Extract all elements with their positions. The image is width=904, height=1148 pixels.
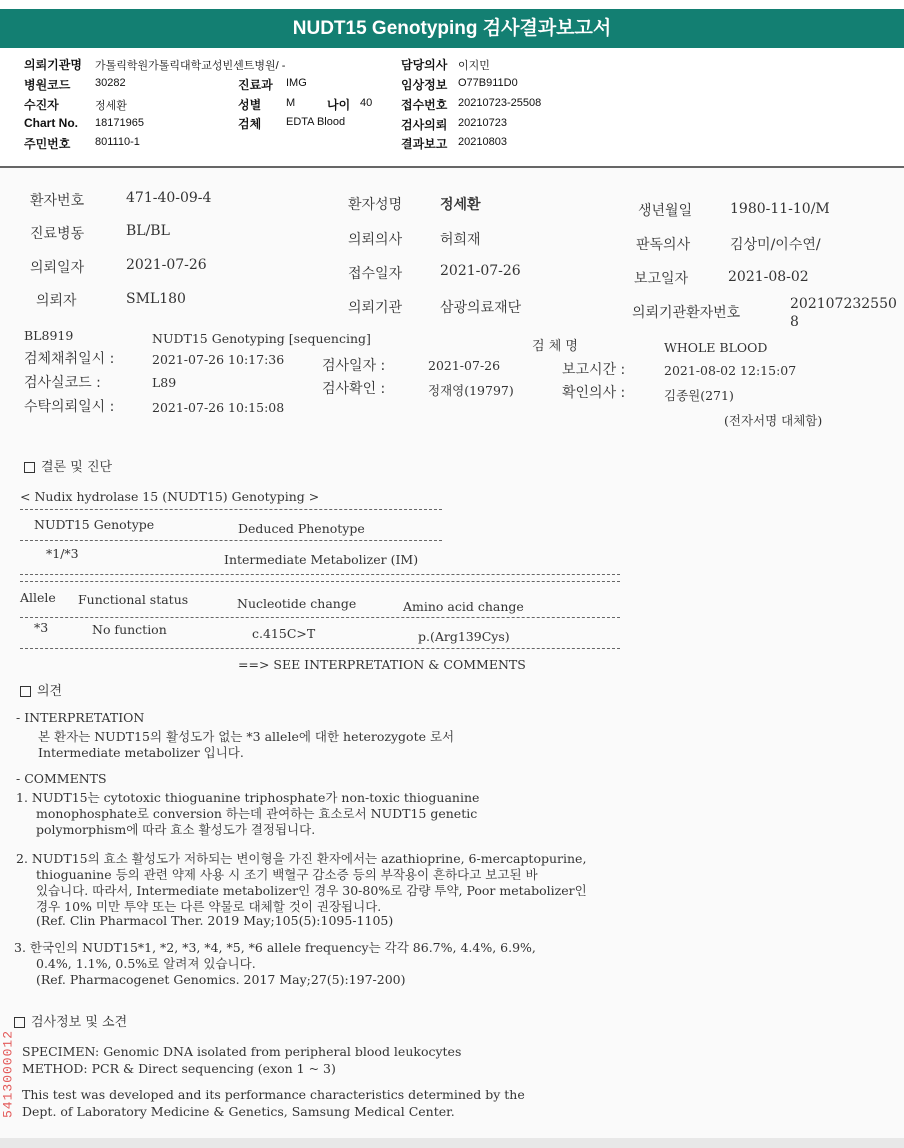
nucleotide-change-header: Nucleotide change [237,596,357,611]
disclaimer-line: This test was developed and its performance characteristics determined by the [22,1087,525,1102]
test-request-value: 20210723 [458,117,507,129]
resident-no-label: 주민번호 [24,137,71,151]
name-label: 환자성명 [348,197,403,213]
comment2-line: 2. NUDT15의 효소 활성도가 저하되는 변이형을 가진 환자에서는 azathioprine, 6-mercaptopurine, [16,851,587,866]
section-square-icon [24,462,35,473]
lab-code-value: L89 [152,375,177,390]
clinical-info-value: O77B911D0 [458,77,518,89]
reading-doctor-label: 판독의사 [636,237,691,253]
comments-title: - COMMENTS [16,771,107,786]
comment2-line: 경우 10% 미만 투약 또는 다른 약물로 대체할 것이 권장됩니다. [36,899,382,914]
result-report-value: 20210803 [458,136,507,148]
receipt-no-value: 20210723-25508 [458,97,542,109]
table-divider [20,617,620,618]
amino-acid-change-header: Amino acid change [403,599,524,614]
specimen-line: SPECIMEN: Genomic DNA isolated from peripheral blood leukocytes [22,1044,462,1059]
resident-no-value: 801110-1 [95,136,140,148]
allele-value: *3 [34,620,49,635]
recipient-label: 수진자 [24,98,59,112]
hospital-value: 가톨릭학원가톨릭대학교성빈센트병원/ - [95,60,286,72]
collection-value: 2021-07-26 10:17:36 [152,352,285,367]
phenotype-header: Deduced Phenotype [238,521,365,536]
nucleotide-change-value: c.415C>T [252,626,316,641]
test-confirm-value: 정재영(19797) [428,383,514,398]
org-patient-no-value-line2: 8 [790,314,799,330]
reading-doctor-value: 김상미/이수연/ [730,237,821,253]
sex-value: M [286,97,296,109]
age-value: 40 [360,97,373,109]
table-divider [20,648,620,649]
genotype-value: *1/*3 [46,546,79,561]
comment1-line: polymorphism에 따라 효소 활성도가 결정됩니다. [36,822,316,837]
opinion-heading [20,680,62,699]
confirm-doctor-label: 확인의사 : [562,385,626,401]
comment3-ref: (Ref. Pharmacogenet Genomics. 2017 May;27(5):197-200) [36,972,406,987]
report-date-value: 2021-08-02 [728,269,809,285]
test-request-label: 검사의뢰 [401,118,448,132]
functional-status-value: No function [92,622,167,637]
signature-note: (전자서명 대체함) [724,413,823,428]
header-info [0,48,904,166]
comment2-line: 있습니다. 따라서, Intermediate metabolizer인 경우 30-80%로 감량 투약, Poor metabolizer인 [36,883,587,898]
comment1-line: 1. NUDT15는 cytotoxic thioguanine triphosphate가 non-toxic thioguanine [16,790,480,805]
scanned-report [0,168,904,1148]
clinical-info-label: 임상정보 [401,78,448,92]
receipt-time-value: 2021-07-26 10:15:08 [152,400,285,415]
comment1-line: monophosphate로 conversion 하는데 관여하는 효소로서 NUDT15 genetic [36,806,478,821]
requesting-org-value: 삼광의료재단 [440,300,522,316]
functional-status-header: Functional status [78,592,189,607]
hospital-label: 의뢰기관명 [24,58,82,72]
table-divider [20,540,442,541]
department-value: IMG [286,77,307,89]
test-info-heading [14,1011,127,1030]
test-date-value: 2021-07-26 [428,358,501,373]
bottom-strip [0,1138,904,1148]
org-patient-no-label: 의뢰기관환자번호 [632,305,741,321]
request-date-label: 의뢰일자 [30,260,85,276]
side-barcode [1,1010,17,1138]
org-patient-no-value-line1: 202107232550 [790,296,897,312]
doctor-label: 담당의사 [401,58,448,72]
comment3-line: 3. 한국인의 NUDT15*1, *2, *3, *4, *5, *6 allele frequency는 각각 86.7%, 4.4%, 6.9%, [14,940,536,955]
requesting-doctor-value: 허희재 [440,232,481,248]
requesting-org-label: 의뢰기관 [348,300,403,316]
request-date-value: 2021-07-26 [126,257,207,273]
method-line: METHOD: PCR & Direct sequencing (exon 1 ~ 3) [22,1061,336,1076]
ward-label: 진료병동 [30,226,85,242]
confirm-doctor-value: 김종원(271) [664,388,734,403]
hospital-code-value: 30282 [95,77,126,89]
specimen-value: EDTA Blood [286,116,346,128]
conclusion-heading-text: 결론 및 진단 [41,460,113,475]
test-date-label: 검사일자 : [322,358,386,374]
patient-no-value: 471-40-09-4 [126,190,212,206]
specimen-name-label: 검 체 명 [532,339,578,354]
lab-code-label: 검사실코드 : [24,375,101,391]
report-time-value: 2021-08-02 12:15:07 [664,363,797,378]
specimen-label: 검체 [238,117,262,131]
chart-no-label: Chart No. [24,116,78,130]
interpretation-line: 본 환자는 NUDT15의 활성도가 없는 *3 allele에 대한 heterozygote 로서 [38,729,455,744]
genotype-header: NUDT15 Genotype [34,517,155,532]
collection-label: 검체채취일시 : [24,351,115,367]
birth-date-value: 1980-11-10/M [730,201,830,217]
opinion-heading-text: 의견 [37,684,63,699]
phenotype-value: Intermediate Metabolizer (IM) [224,552,419,567]
see-note: ==> SEE INTERPRETATION & COMMENTS [238,657,526,672]
hospital-code-label: 병원코드 [24,78,71,92]
conclusion-heading [24,456,112,475]
receipt-date-label: 접수일자 [348,266,403,282]
report-time-label: 보고시간 : [562,362,626,378]
doctor-value: 이지민 [458,60,490,72]
amino-acid-change-value: p.(Arg139Cys) [418,629,510,644]
requesting-doctor-label: 의뢰의사 [348,232,403,248]
age-label: 나이 [327,98,351,112]
ward-value: BL/BL [126,223,170,239]
report-date-label: 보고일자 [634,271,689,287]
side-barcode-text: 5413000012 [0,1029,16,1119]
interpretation-line: Intermediate metabolizer 입니다. [38,745,244,760]
specimen-name-value: WHOLE BLOOD [664,340,768,355]
birth-date-label: 생년월일 [638,203,693,219]
comment2-ref: (Ref. Clin Pharmacol Ther. 2019 May;105(5):1095-1105) [36,913,394,928]
test-info-heading-text: 검사정보 및 소견 [31,1015,128,1030]
table-divider [20,581,620,582]
conclusion-subtitle: < Nudix hydrolase 15 (NUDT15) Genotyping > [20,489,320,504]
test-code: BL8919 [24,328,74,343]
requester-label: 의뢰자 [36,293,77,309]
chart-no-value: 18171965 [95,117,144,129]
table-divider [20,574,620,575]
name-value: 정세환 [440,197,481,213]
interpretation-title: - INTERPRETATION [16,710,145,725]
table-divider [20,509,442,510]
comment2-line: thioguanine 등의 관련 약제 사용 시 조기 백혈구 감소증 등의 부작용이 흔하다고 보고된 바 [36,867,538,882]
report-title: NUDT15 Genotyping 검사결과보고서 [0,9,904,48]
test-confirm-label: 검사확인 : [322,381,386,397]
section-square-icon [20,686,31,697]
disclaimer-line: Dept. of Laboratory Medicine & Genetics, Samsung Medical Center. [22,1104,455,1119]
requester-value: SML180 [126,291,186,307]
sex-label: 성별 [238,98,262,112]
receipt-date-value: 2021-07-26 [440,263,521,279]
receipt-no-label: 접수번호 [401,98,448,112]
allele-header: Allele [20,590,56,605]
patient-no-label: 환자번호 [30,193,85,209]
comment3-line: 0.4%, 1.1%, 0.5%로 알려져 있습니다. [36,956,256,971]
department-label: 진료과 [238,78,273,92]
recipient-value: 정세환 [95,100,127,112]
result-report-label: 결과보고 [401,137,448,151]
test-name: NUDT15 Genotyping [sequencing] [152,331,371,346]
receipt-time-label: 수탁의뢰일시 : [24,399,115,415]
